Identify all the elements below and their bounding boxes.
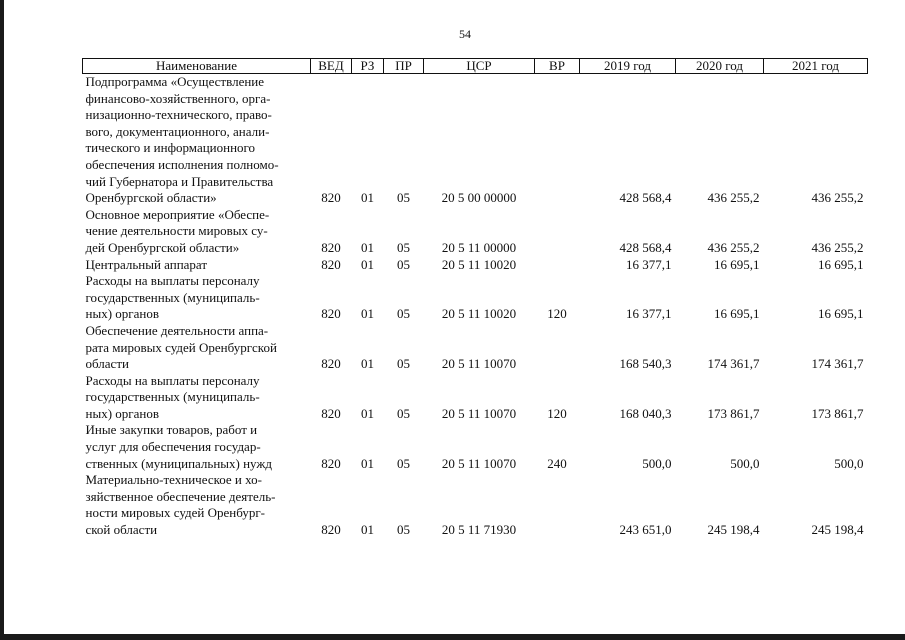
cell-2020: 436 255,2 <box>707 190 760 206</box>
header-ved: ВЕД <box>311 59 352 74</box>
cell-2019: 428 568,4 <box>619 190 672 206</box>
cell-vr <box>535 257 580 274</box>
cell-csr: 20 5 11 10020 <box>441 306 517 322</box>
cell-2019: 500,0 <box>642 455 672 471</box>
cell-vr <box>535 472 580 538</box>
cell-pr: 05 <box>397 455 410 471</box>
cell-rz: 01 <box>361 356 374 372</box>
cell-name: Обеспечение деятельности аппа- рата мировых судей Оренбургской области <box>85 322 277 372</box>
cell-2021: 436 255,2 <box>811 190 864 206</box>
cell-ved: 820 <box>321 455 341 471</box>
cell-rz: 01 <box>361 405 374 421</box>
cell-pr: 05 <box>397 306 410 322</box>
cell-2019: 428 568,4 <box>619 239 672 255</box>
cell-pr: 05 <box>397 522 410 538</box>
cell-2019: 168 040,3 <box>619 405 672 421</box>
cell-name: Основное мероприятие «Обеспе- чение деятельности мировых су- дей Оренбургской области» <box>85 206 270 255</box>
cell-ved: 820 <box>321 190 341 206</box>
cell-rz: 01 <box>361 522 374 538</box>
cell-2020: 436 255,2 <box>707 239 760 255</box>
cell-name: Расходы на выплаты персоналу государственных (муниципаль- ных) органов <box>85 273 260 322</box>
cell-rz: 01 <box>361 306 374 322</box>
cell-2021: 500,0 <box>834 455 864 471</box>
header-name: Наименование <box>83 59 311 74</box>
cell-2019: 16 377,1 <box>626 256 672 272</box>
table-body <box>83 74 868 539</box>
table-row <box>83 422 868 472</box>
cell-2019: 16 377,1 <box>626 306 672 322</box>
cell-name: Расходы на выплаты персоналу государственных (муниципаль- ных) органов <box>85 372 260 421</box>
cell-2020: 245 198,4 <box>707 522 760 538</box>
table-header-row <box>83 59 868 74</box>
cell-name: Центральный аппарат <box>85 256 208 272</box>
header-2019: 2019 год <box>580 59 676 74</box>
table-row <box>83 74 868 207</box>
header-2020: 2020 год <box>676 59 764 74</box>
cell-name: Материально-техническое и хо- зяйственное обеспечение деятель- ности мировых судей Оренбург- ской области <box>85 472 276 538</box>
cell-pr: 05 <box>397 239 410 255</box>
cell-ved: 820 <box>321 405 341 421</box>
table-row <box>83 472 868 538</box>
cell-ved: 820 <box>321 239 341 255</box>
cell-name: Иные закупки товаров, работ и услуг для обеспечения государ- ственных (муниципальных) нужд <box>85 422 272 471</box>
cell-2019: 168 540,3 <box>619 356 672 372</box>
cell-csr: 20 5 11 71930 <box>441 522 517 538</box>
cell-vr <box>535 323 580 373</box>
cell-csr: 20 5 11 10070 <box>441 356 517 372</box>
cell-csr: 20 5 11 00000 <box>441 239 517 255</box>
page-number: 54 <box>459 27 471 41</box>
cell-csr: 20 5 00 00000 <box>441 190 517 206</box>
table-row <box>83 257 868 274</box>
table-row <box>83 207 868 257</box>
cell-csr: 20 5 11 10020 <box>441 256 517 272</box>
table-row <box>83 273 868 323</box>
cell-2020: 500,0 <box>730 455 760 471</box>
cell-ved: 820 <box>321 306 341 322</box>
cell-rz: 01 <box>361 455 374 471</box>
table-row <box>83 323 868 373</box>
cell-rz: 01 <box>361 190 374 206</box>
cell-2021: 174 361,7 <box>811 356 864 372</box>
cell-2021: 173 861,7 <box>811 405 864 421</box>
cell-ved: 820 <box>321 356 341 372</box>
cell-rz: 01 <box>361 239 374 255</box>
cell-pr: 05 <box>397 405 410 421</box>
cell-2020: 173 861,7 <box>707 405 760 421</box>
cell-rz: 01 <box>361 256 374 272</box>
header-2021: 2021 год <box>764 59 868 74</box>
cell-name: Подпрограмма «Осуществление финансово-хозяйственного, орга- низационно-технического, право- вого, документационного, анали- тического и информационного обеспечения исполнения полномо- чий Губернатора и Правительства Оренбургской области» <box>85 74 279 206</box>
cell-ved: 820 <box>321 522 341 538</box>
cell-pr: 05 <box>397 356 410 372</box>
cell-csr: 20 5 11 10070 <box>441 455 517 471</box>
cell-vr <box>535 74 580 207</box>
cell-2020: 16 695,1 <box>714 256 760 272</box>
table-row <box>83 373 868 423</box>
header-csr: ЦСР <box>424 59 535 74</box>
header-rz: РЗ <box>352 59 384 74</box>
cell-2019: 243 651,0 <box>619 522 672 538</box>
cell-vr: 120 <box>547 405 567 421</box>
header-pr: ПР <box>384 59 424 74</box>
cell-vr <box>535 207 580 257</box>
cell-vr: 120 <box>547 306 567 322</box>
cell-2021: 16 695,1 <box>818 306 864 322</box>
cell-2021: 16 695,1 <box>818 256 864 272</box>
cell-csr: 20 5 11 10070 <box>441 405 517 421</box>
cell-2020: 16 695,1 <box>714 306 760 322</box>
cell-ved: 820 <box>321 256 341 272</box>
cell-2020: 174 361,7 <box>707 356 760 372</box>
cell-pr: 05 <box>397 190 410 206</box>
cell-2021: 436 255,2 <box>811 239 864 255</box>
cell-2021: 245 198,4 <box>811 522 864 538</box>
cell-pr: 05 <box>397 256 410 272</box>
header-vr: ВР <box>535 59 580 74</box>
cell-vr: 240 <box>547 455 567 471</box>
budget-table <box>82 58 868 539</box>
